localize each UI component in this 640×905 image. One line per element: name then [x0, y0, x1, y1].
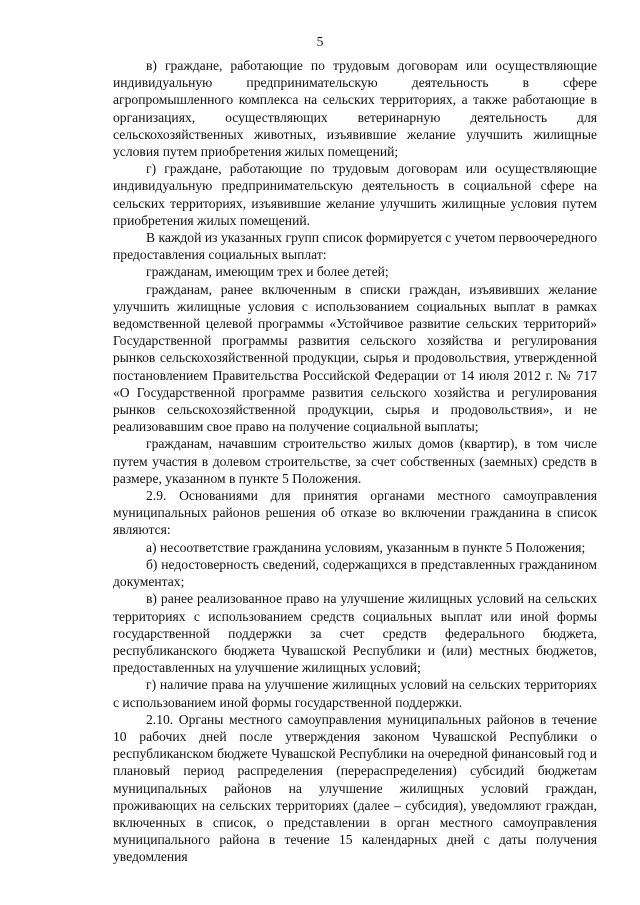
- paragraph-priority-previous-lists: гражданам, ранее включенным в списки граждан, изъявивших желание улучшить жилищные условия с использованием социальных выплат в рамках ведомственной целевой программы «Устойчивое развитие сельских территорий» Государственной программы развития сельского хозяйства и регулирования рынков сельскохозяйственной продукции, сырья и продовольствия, утвержденной постановлением Правительства Российской Федерации от 14 июля 2012 г. № 717 «О Государственной программе развития сельского хозяйства и регулирования рынков сельскохозяйственной продукции, сырья и продовольствия», и не реализовавшим свое право на получение социальной выплаты;: [113, 281, 597, 435]
- paragraph-priority-intro: В каждой из указанных групп список формируется с учетом первоочередного предоставления социальных выплат:: [113, 230, 597, 263]
- paragraph-priority-large-families: гражданам, имеющим трех и более детей;: [146, 264, 389, 280]
- paragraph-refusal-b: б) недостоверность сведений, содержащихся в представленных гражданином документах;: [113, 556, 597, 590]
- paragraph-refusal-g: г) наличие права на улучшение жилищных условий на сельских территориях с использованием иной формы государственной поддержки.: [113, 677, 597, 710]
- paragraph-refusal-a: а) несоответствие гражданина условиям, указанным в пункте 5 Положения;: [146, 539, 586, 555]
- paragraph-refusal-v: в) ранее реализованное право на улучшение жилищных условий на сельских территориях с использованием средств социальных выплат или иной формы государственной поддержки за счет средств федерального бюджета, республиканского бюджета Чувашской Республики и (или) местных бюджетов, предоставленных на улучшение жилищных условий;: [113, 591, 597, 676]
- paragraph-priority-construction: гражданам, начавшим строительство жилых домов (квартир), в том числе путем участия в долевом строительстве, за счет собственных (заемных) средств в размере, указанном в пункте 5 Положения.: [113, 436, 597, 486]
- paragraph-section-2-9: 2.9. Основаниями для принятия органами местного самоуправления муниципальных районов решения об отказе во включении гражданина в список являются:: [113, 488, 597, 538]
- page-number: 5: [316, 34, 324, 49]
- document-body: [113, 57, 597, 866]
- paragraph-section-2-10: 2.10. Органы местного самоуправления муниципальных районов в течение 10 рабочих дней после утверждения законом Чувашской Республики о республиканском бюджете Чувашской Республики на очередной финансовый год и плановый период распределения (перераспределения) субсидий бюджетам муниципальных районов на улучшение жилищных условий граждан, проживающих на сельских территориях (далее – субсидия), уведомляют граждан, включенных в список, о представлении в орган местного самоуправления муниципального района в течение 15 календарных дней с даты получения уведомления: [113, 711, 597, 865]
- paragraph-item-v-agro: в) граждане, работающие по трудовым договорам или осуществляющие индивидуальную предпринимательскую деятельность в сфере агропромышленного комплекса на сельских территориях, а также работающие в организациях, осуществляющих ветеринарную деятельность для сельскохозяйственных животных, изъявившие желание улучшить жилищные условия путем приобретения жилых помещений;: [113, 58, 597, 160]
- paragraph-item-g-social: г) граждане, работающие по трудовым договорам или осуществляющие индивидуальную предпринимательскую деятельность в социальной сфере на сельских территориях, изъявившие желание улучшить жилищные условия путем приобретения жилых помещений.: [113, 161, 597, 228]
